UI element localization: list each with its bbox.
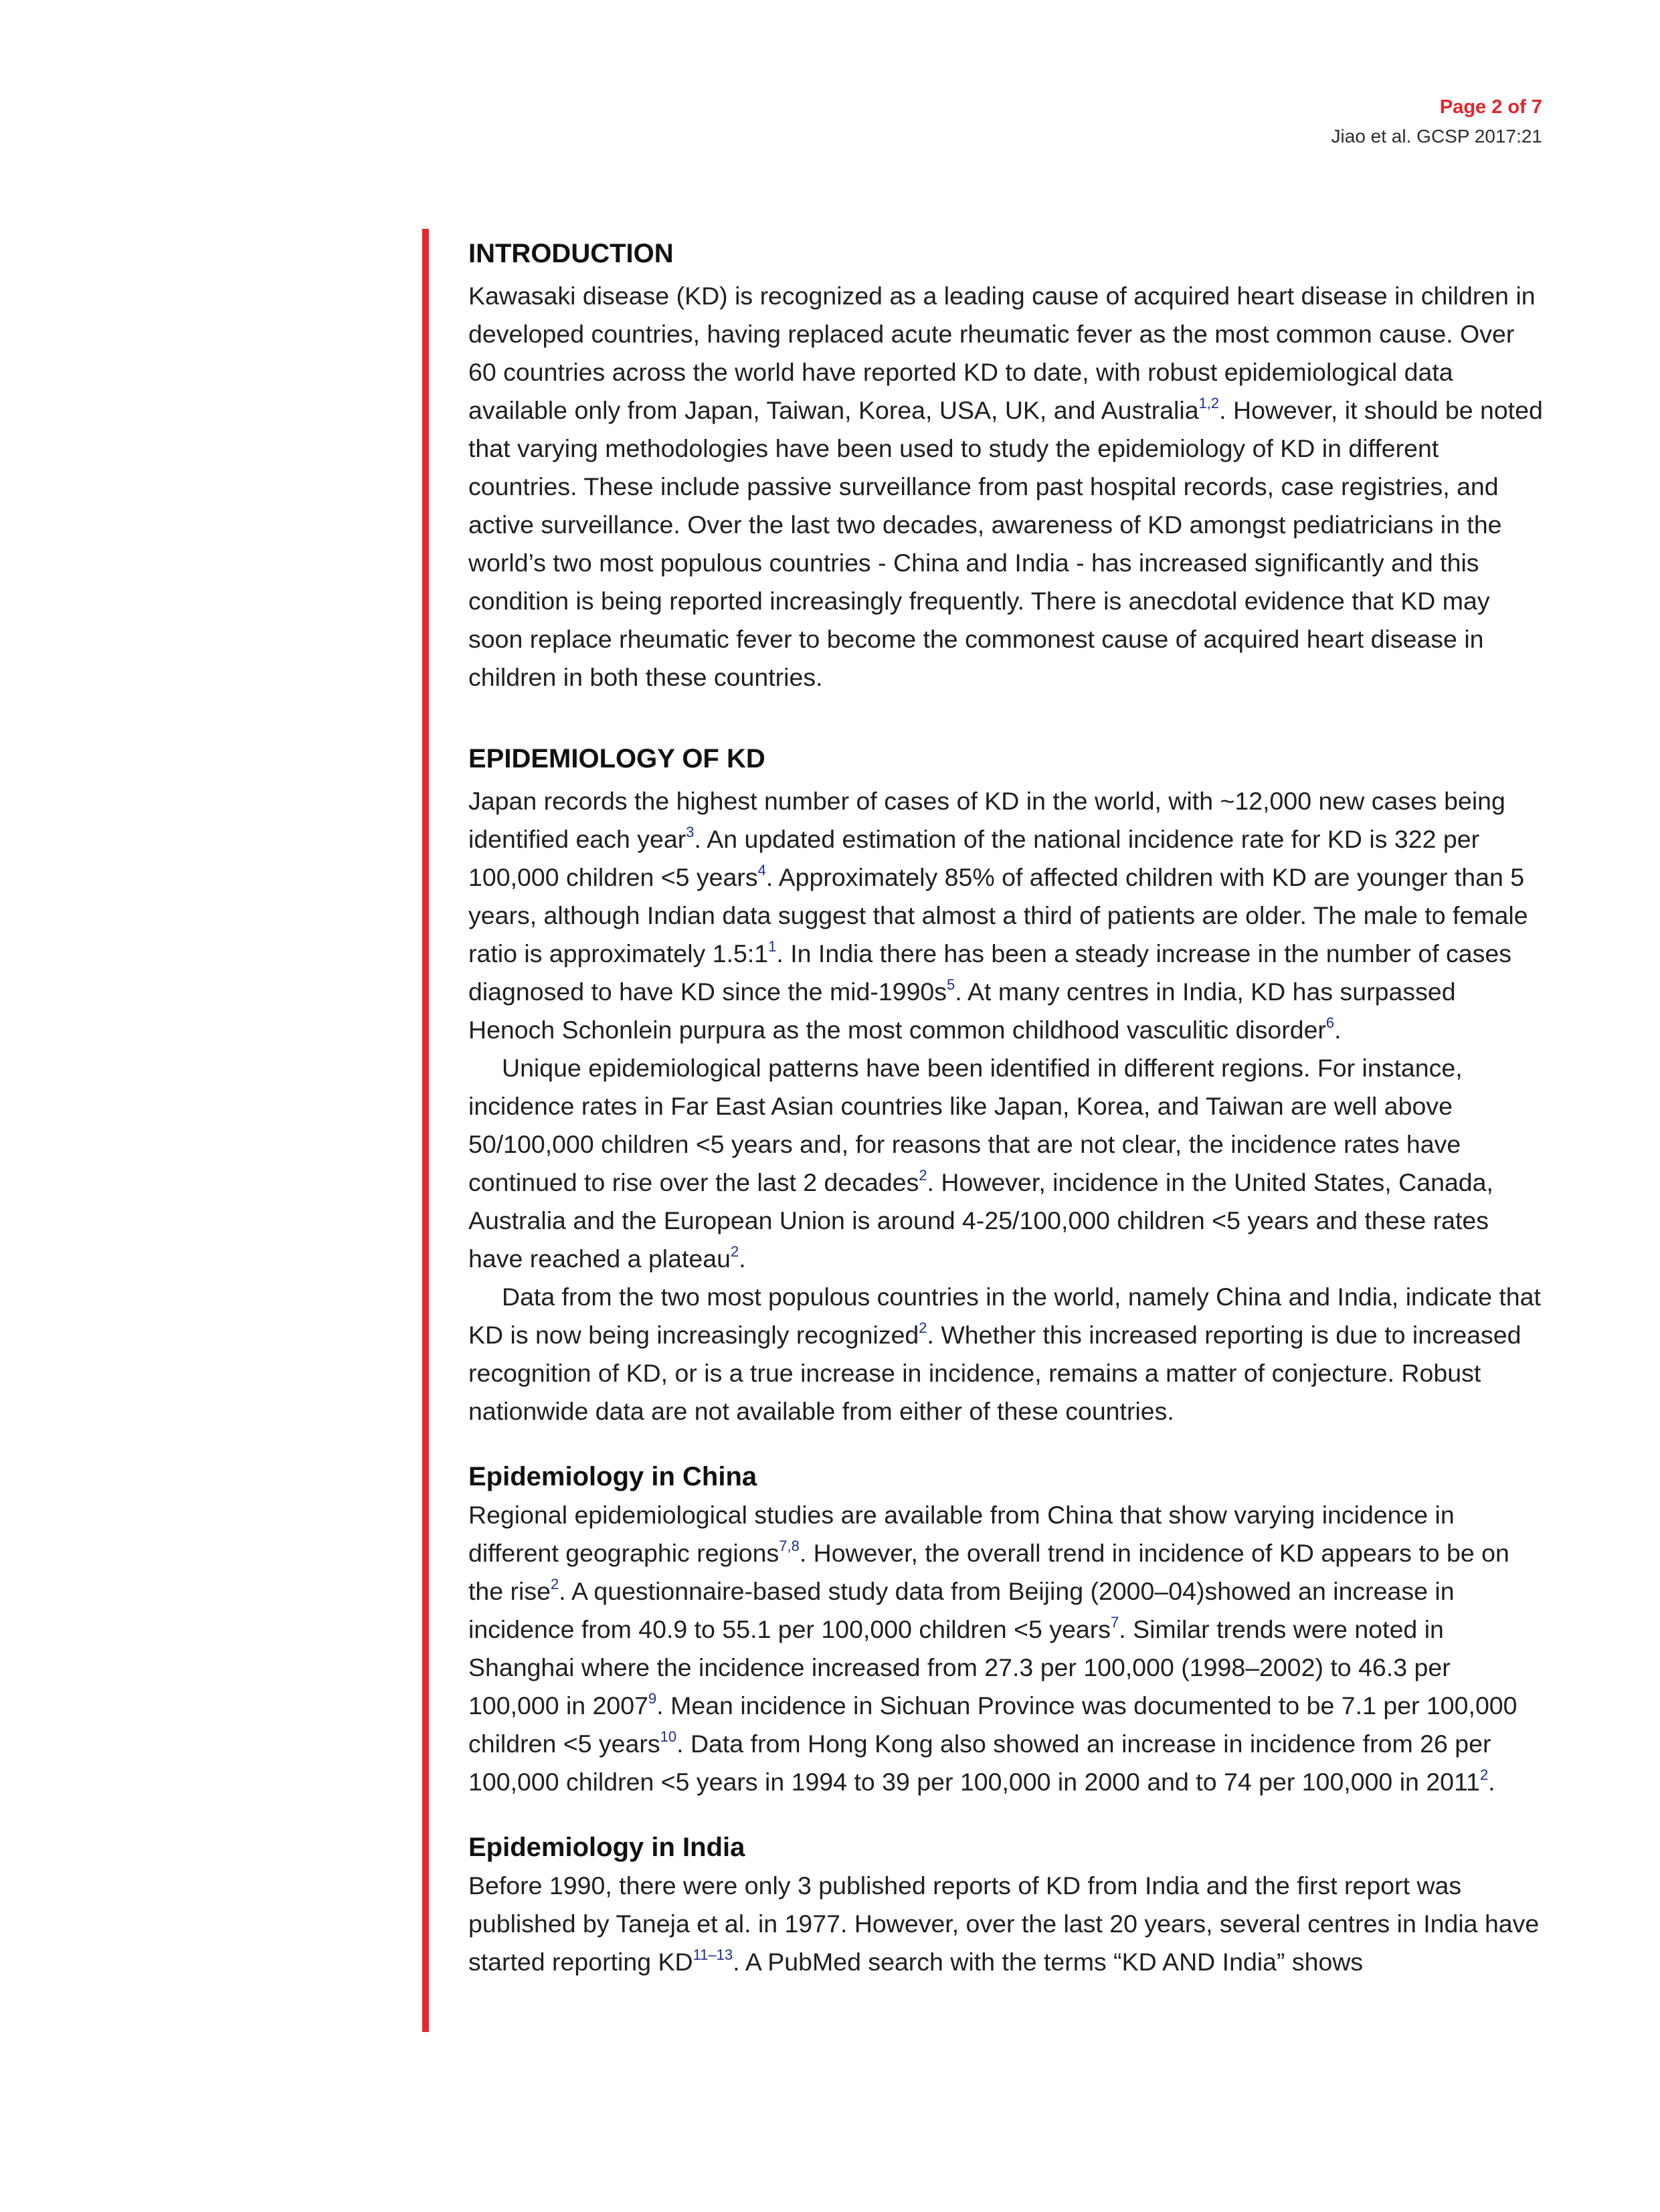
reference-link[interactable]: 7: [1111, 1614, 1119, 1631]
page-header: [1331, 94, 1542, 153]
reference-link[interactable]: 5: [947, 976, 955, 993]
india-heading: Epidemiology in India: [468, 1833, 745, 1862]
red-accent-bar: [422, 229, 429, 2032]
reference-link[interactable]: 3: [686, 824, 695, 840]
reference-link[interactable]: 6: [1325, 1014, 1335, 1031]
china-subsection: [468, 1457, 1546, 1801]
india-subsection: [468, 1828, 1546, 1981]
epidemiology-section: [468, 735, 1546, 1431]
reference-link[interactable]: 1: [768, 938, 777, 955]
reference-link[interactable]: 1,2: [1198, 395, 1220, 411]
article-body: [468, 230, 1546, 1981]
china-heading: Epidemiology in China: [468, 1462, 757, 1491]
china-paragraph: Regional epidemiological studies are available from China that show varying incidence in different geographic regions$^{7,8}$. However, the overall trend in incidence of KD appears to be on the rise$^2$. A questionnaire-based study data from Beijing (2000–04)showed an increase in incidence from 40.9 to 55.1 per 100,000 children <5 years$^7$. Similar trends were noted in Shanghai where the incidence increased from 27.3 per 100,000 (1998–2002) to 46.3 per 100,000 in 2007$^9$. Mean incidence in Sichuan Province was documented to be 7.1 per 100,000 children <5 years$^{10}$. Data from Hong Kong also showed an increase in incidence from 26 per 100,000 children <5 years in 1994 to 39 per 100,000 in 2000 and to 74 per 100,000 in 2011$^2$.: [468, 1501, 1517, 1796]
reference-link[interactable]: 2: [919, 1167, 927, 1184]
reference-link[interactable]: 2: [919, 1319, 927, 1336]
epidemiology-paragraph-2: Unique epidemiological patterns have been identified in different regions. For instance, incidence rates in Far East Asian countries like Japan, Korea, and Taiwan are well above 50/100,000 children <5 years and, for reasons that are not clear, the incidence rates have continued to rise over the last 2 decades$^2$. However, incidence in the United States, Canada, Australia and the European Union is around 4-25/100,000 children <5 years and these rates have reached a plateau$^2$.: [468, 1054, 1493, 1273]
reference-link[interactable]: 2: [550, 1576, 559, 1592]
reference-link[interactable]: 2: [730, 1243, 739, 1260]
introduction-section: [468, 230, 1546, 697]
introduction-paragraph: Kawasaki disease (KD) is recognized as a leading cause of acquired heart disease in children in developed countries, having replaced acute rheumatic fever as the most common cause. Over 60 countries across the world have reported KD to date, with robust epidemiological data available only from Japan, Taiwan, Korea, USA, UK, and Australia$^{1,2}$. However, it should be noted that varying methodologies have been used to study the epidemiology of KD in different countries. These include passive surveillance from past hospital records, case registries, and active surveillance. Over the last two decades, awareness of KD amongst pediatricians in the world’s two most populous countries - China and India - has increased significantly and this condition is being reported increasingly frequently. There is anecdotal evidence that KD may soon replace rheumatic fever to become the commonest cause of acquired heart disease in children in both these countries.: [468, 282, 1543, 691]
reference-link[interactable]: 9: [648, 1690, 657, 1707]
page-number: Page 2 of 7: [1439, 96, 1542, 118]
introduction-heading: INTRODUCTION: [468, 239, 674, 268]
epidemiology-paragraph-1: Japan records the highest number of cases of KD in the world, with ~12,000 new cases being identified each year$^3$. An updated estimation of the national incidence rate for KD is 322 per 100,000 children <5 years$^4$. Approximately 85% of affected children with KD are younger than 5 years, although Indian data suggest that almost a third of patients are older. The male to female ratio is approximately $1.5:1^1$. In India there has been a steady increase in the number of cases diagnosed to have KD since the mid-$1990s^5$. At many centres in India, KD has surpassed Henoch Schonlein purpura as the most common childhood vasculitic disorder$^6$.: [468, 787, 1528, 1044]
epidemiology-paragraph-3: Data from the two most populous countries in the world, namely China and India, indicate that KD is now being increasingly recognized$^2$. Whether this increased reporting is due to increased recognition of KD, or is a true increase in incidence, remains a matter of conjecture. Robust nationwide data are not available from either of these countries.: [468, 1283, 1541, 1425]
india-paragraph: Before 1990, there were only 3 published reports of KD from India and the first report was published by Taneja et al. in 1977. However, over the last 20 years, several centres in India have started reporting KD$^{11-13}$. A PubMed search with the terms “KD AND India” shows: [468, 1871, 1540, 1976]
reference-link[interactable]: 7,8: [779, 1538, 800, 1554]
epidemiology-heading: EPIDEMIOLOGY OF KD: [468, 744, 765, 773]
reference-link[interactable]: 2: [1479, 1766, 1489, 1783]
reference-link[interactable]: 4: [757, 862, 766, 879]
reference-link[interactable]: 10: [660, 1728, 677, 1745]
reference-link[interactable]: 11–13: [693, 1946, 733, 1963]
journal-citation: Jiao et al. GCSP 2017:21: [1331, 126, 1542, 147]
